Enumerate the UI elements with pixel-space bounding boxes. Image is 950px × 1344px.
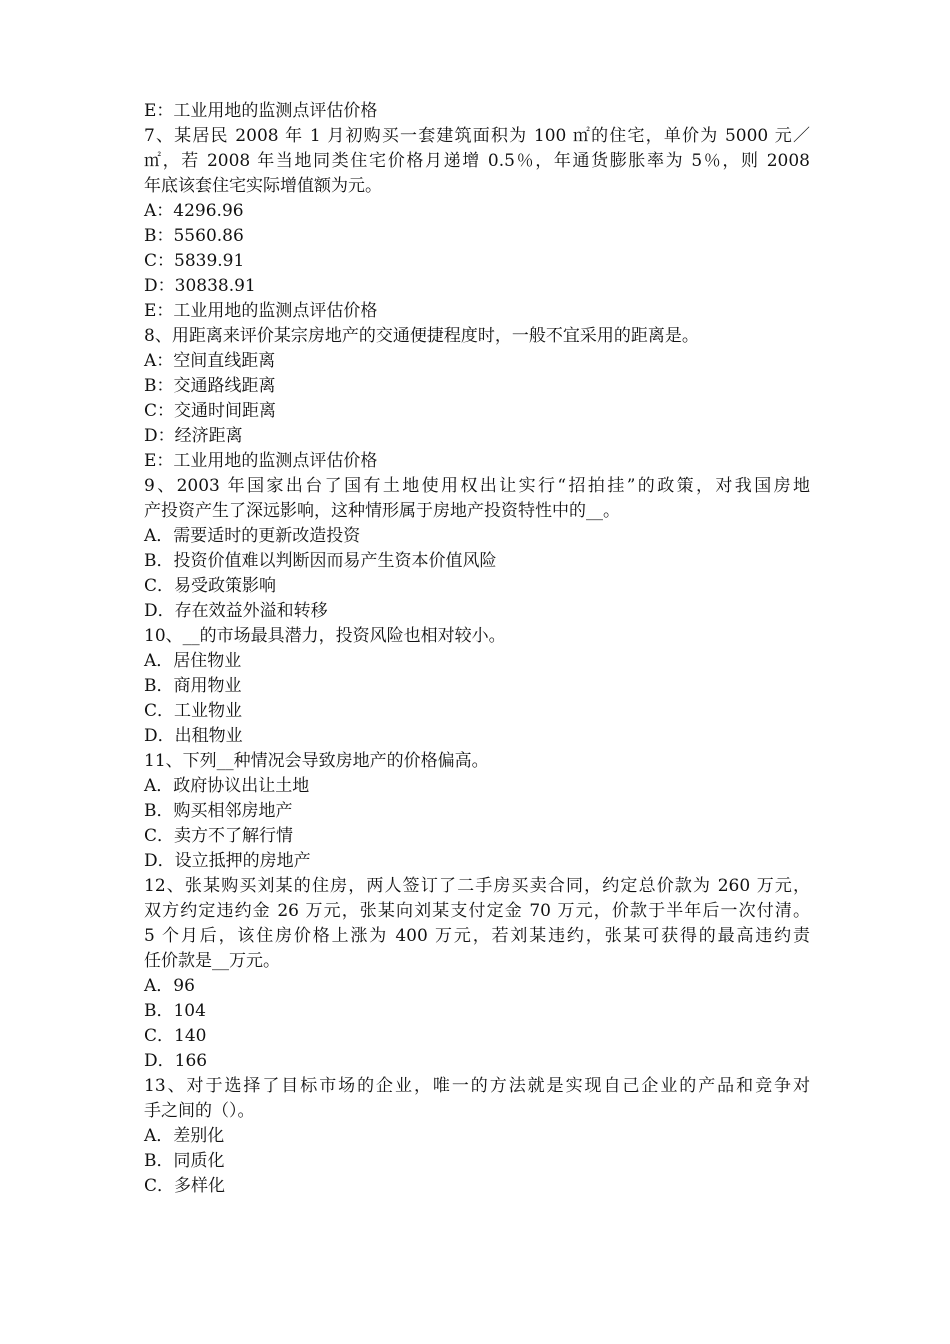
text-line: 11、下列__种情况会导致房地产的价格偏高。	[144, 751, 489, 771]
text-line: 手之间的（）。	[144, 1101, 255, 1121]
text-line: C．卖方不了解行情	[144, 826, 294, 846]
text-line: ㎡，若 2008 年当地同类住宅价格月递增 0.5％，年通货膨胀率为 5％，则 2008	[144, 151, 810, 171]
text-line: B．购买相邻房地产	[144, 801, 293, 821]
text-line: A．居住物业	[144, 651, 242, 671]
text-line: C．易受政策影响	[144, 576, 277, 596]
text-line: A．96	[144, 976, 195, 996]
text-line: D：30838.91	[144, 276, 256, 296]
text-line: D．设立抵押的房地产	[144, 851, 311, 871]
text-line: 5 个月后，该住房价格上涨为 400 万元，若刘某违约，张某可获得的最高违约责	[144, 926, 810, 946]
text-line: 13、对于选择了目标市场的企业，唯一的方法就是实现自己企业的产品和竞争对	[144, 1076, 810, 1096]
text-line: 12、张某购买刘某的住房，两人签订了二手房买卖合同，约定总价款为 260 万元，	[144, 876, 810, 896]
text-line: D．166	[144, 1051, 208, 1071]
text-line: D．出租物业	[144, 726, 243, 746]
text-line: A：空间直线距离	[144, 351, 276, 371]
text-line: C．多样化	[144, 1176, 226, 1196]
text-line: A：4296.96	[144, 201, 244, 221]
text-line: D：经济距离	[144, 426, 243, 446]
text-line: B：交通路线距离	[144, 376, 276, 396]
text-line: E：工业用地的监测点评估价格	[144, 301, 378, 321]
text-line: 任价款是__万元。	[144, 951, 280, 971]
text-line: E：工业用地的监测点评估价格	[144, 101, 378, 121]
text-line: C．140	[144, 1026, 207, 1046]
text-line: B：5560.86	[144, 226, 244, 246]
text-line: 9、2003 年国家出台了国有土地使用权出让实行“招拍挂”的政策，对我国房地	[144, 476, 810, 496]
text-line: B．投资价值难以判断因而易产生资本价值风险	[144, 551, 497, 571]
document-page	[144, 99, 810, 1199]
text-line: C．工业物业	[144, 701, 243, 721]
text-line: E：工业用地的监测点评估价格	[144, 451, 378, 471]
text-line: A．差别化	[144, 1126, 225, 1146]
text-line: D．存在效益外溢和转移	[144, 601, 328, 621]
text-line: C：交通时间距离	[144, 401, 277, 421]
text-line: A．政府协议出让土地	[144, 776, 310, 796]
text-line: B．104	[144, 1001, 206, 1021]
text-line: 双方约定违约金 26 万元，张某向刘某支付定金 70 万元，价款于半年后一次付清。	[144, 901, 810, 921]
text-line: B．同质化	[144, 1151, 225, 1171]
text-line: 年底该套住宅实际增值额为元。	[144, 176, 382, 196]
text-line: A．需要适时的更新改造投资	[144, 526, 361, 546]
text-line: 7、某居民 2008 年 1 月初购买一套建筑面积为 100 ㎡的住宅，单价为 5000 元／	[144, 126, 810, 146]
text-line: B．商用物业	[144, 676, 242, 696]
text-line: 10、__的市场最具潜力，投资风险也相对较小。	[144, 626, 506, 646]
text-line: 8、用距离来评价某宗房地产的交通便捷程度时，一般不宜采用的距离是。	[144, 326, 699, 346]
text-line: 产投资产生了深远影响，这种情形属于房地产投资特性中的__。	[144, 501, 620, 521]
text-line: C：5839.91	[144, 251, 245, 271]
